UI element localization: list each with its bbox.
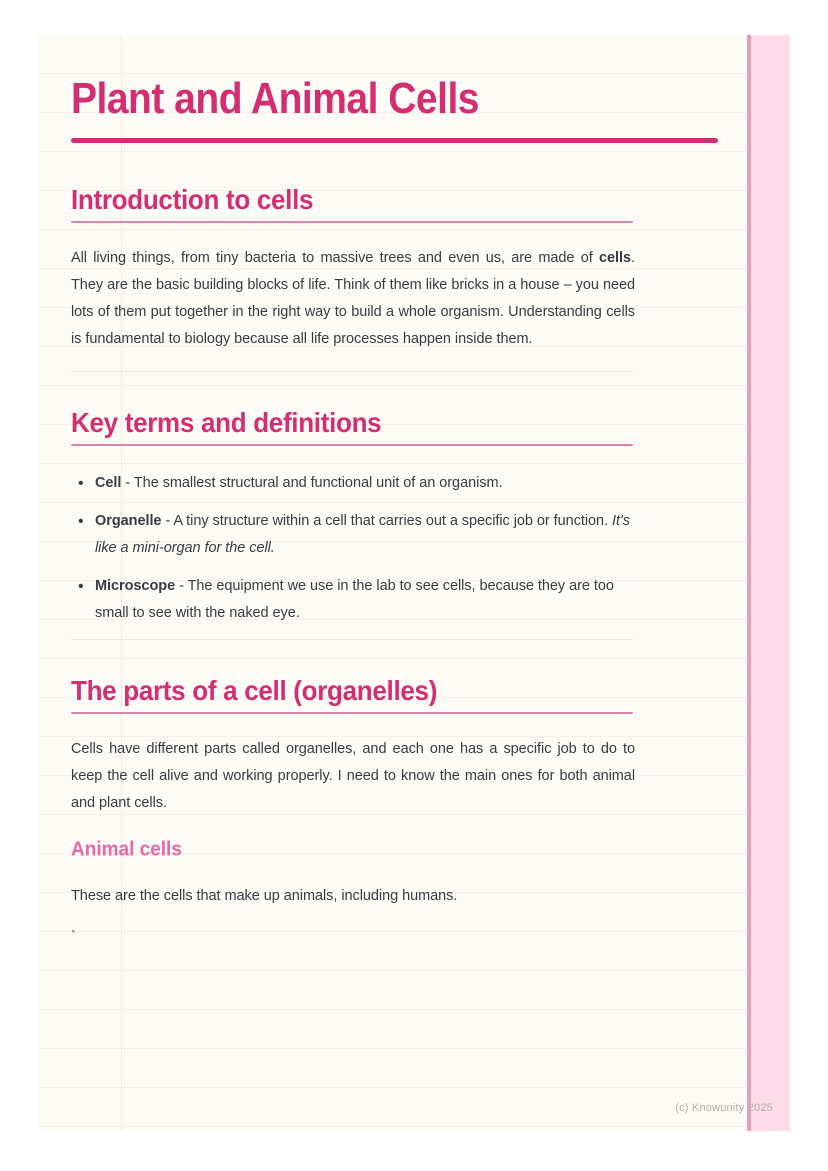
title-divider-rule [71, 138, 718, 143]
heading-underline [71, 221, 633, 223]
footer-credit: (c) Knowunity 2025 [675, 1102, 773, 1114]
key-terms-list [71, 470, 635, 627]
note-content [71, 35, 635, 951]
section-heading-parts-of-cell: The parts of a cell (organelles) [71, 674, 438, 707]
heading-underline [71, 444, 633, 446]
list-item-organelle: • Organelle - A tiny structure within a cell that carries out a specific job or function. It's like a mini-organ for the cell. [71, 508, 635, 562]
heading-underline [71, 712, 633, 714]
page-title: Plant and Animal Cells [71, 74, 479, 123]
page-side-stripe [747, 35, 790, 1131]
intro-paragraph: All living things, from tiny bacteria to massive trees and even us, are made of cells. They are the basic building blocks of life. Think of them like bricks in a house – you need lots of them put together in the right way to build a whole organism. Understanding cells is fundamental to biology because all life processes happen inside them. [71, 250, 635, 347]
list-item-cell: • Cell - The smallest structural and functional unit of an organism. [71, 470, 635, 497]
section-heading-key-terms: Key terms and definitions [71, 406, 382, 439]
animal-cells-paragraph: These are the cells that make up animals, including humans. [71, 888, 458, 904]
parts-paragraph: Cells have different parts called organelles, and each one has a specific job to do to keep the cell alive and working properly. I need to know the main ones for both animal and plant cells. [71, 741, 635, 811]
section-heading-introduction: Introduction to cells [71, 183, 314, 216]
note-page [38, 35, 790, 1131]
list-item-microscope: • Microscope - The equipment we use in the lab to see cells, because they are too small to see with the naked eye. [71, 573, 635, 627]
section-divider [71, 371, 633, 372]
subsection-heading-animal-cells: Animal cells [71, 838, 182, 861]
section-divider [71, 639, 633, 640]
stray-backtick: ` [71, 929, 76, 945]
